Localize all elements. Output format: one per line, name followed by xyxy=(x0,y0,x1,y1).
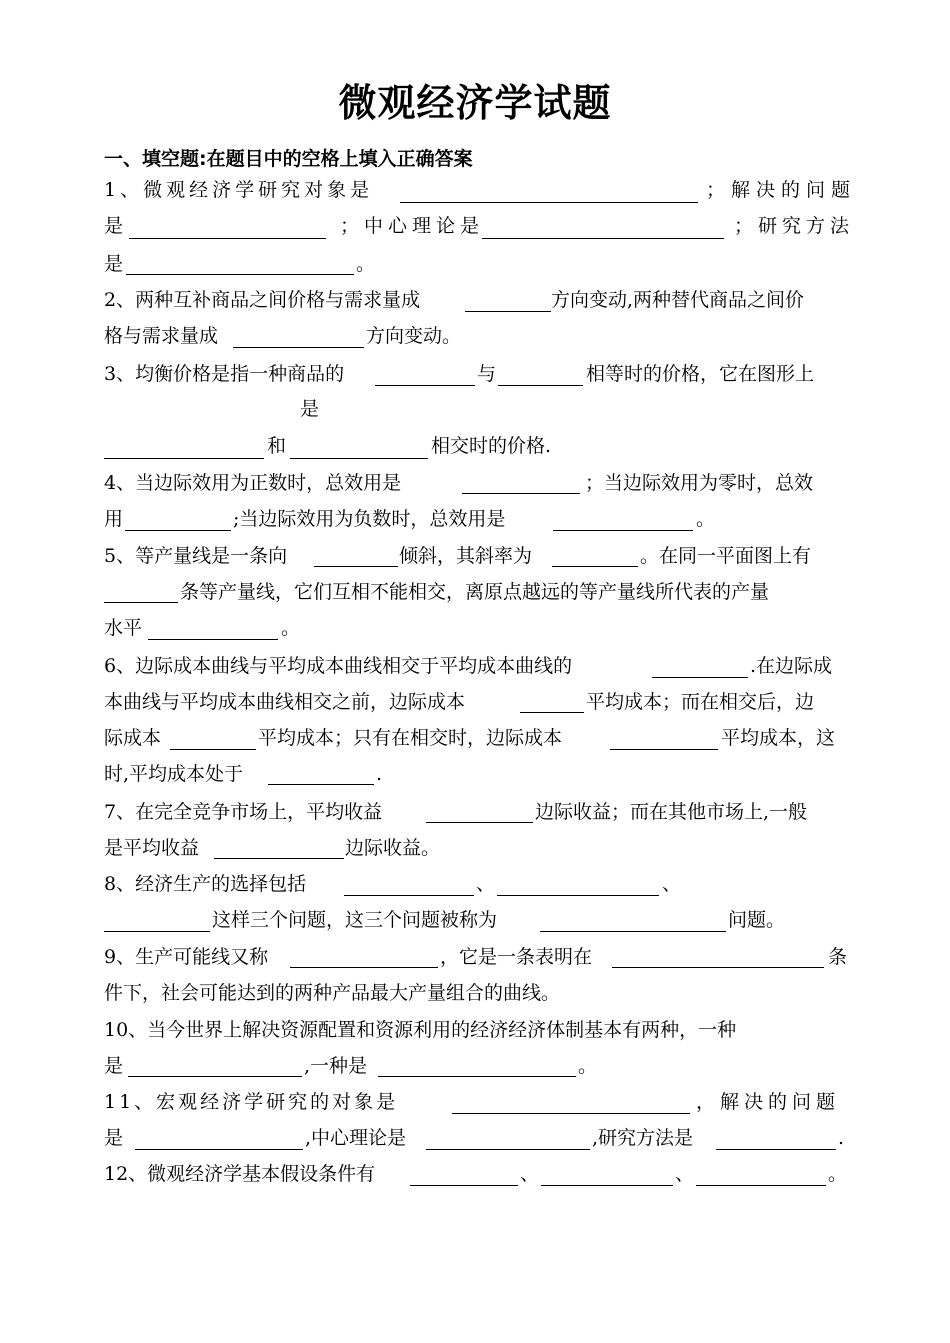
q12-text-a: 12、微观经济学基本假设条件有 xyxy=(104,1163,376,1185)
q9-blank-1[interactable] xyxy=(290,967,438,968)
q6-text-d: 平均成本；而在相交后，边 xyxy=(586,691,815,713)
q8-blank-3[interactable] xyxy=(104,931,210,932)
q11-text-f: . xyxy=(838,1127,845,1149)
q3-text-f: 相交时的价格. xyxy=(431,435,552,457)
q6-text-f: 平均成本；只有在相交时，边际成本 xyxy=(258,727,563,749)
q1-text-b: ；解决的问题 xyxy=(706,179,857,201)
q4-text-c: 用 xyxy=(104,508,124,530)
q6-blank-5[interactable] xyxy=(268,784,374,785)
q1-text-f: 是 xyxy=(104,253,124,275)
q3-blank-4[interactable] xyxy=(290,458,428,459)
q10-text-d: 。 xyxy=(578,1055,598,1077)
q5-text-e: 水平 xyxy=(104,617,143,639)
q3-blank-3[interactable] xyxy=(104,458,264,459)
q2-blank-2[interactable] xyxy=(233,347,364,348)
q3-text-c: 相等时的价格，它在图形上 xyxy=(586,363,815,385)
q1-text-a: 1、微观经济学研究对象是 xyxy=(104,179,374,201)
q12-blank-1[interactable] xyxy=(410,1185,518,1186)
q11-text-b: ，解决的问题 xyxy=(696,1091,841,1113)
q5-blank-2[interactable] xyxy=(552,566,638,567)
q4-blank-3[interactable] xyxy=(553,530,693,531)
q6-text-i: . xyxy=(376,763,383,785)
q12-text-c: 、 xyxy=(675,1163,695,1185)
q5-blank-3[interactable] xyxy=(104,602,178,603)
q1-text-d: ；中心理论是 xyxy=(340,215,485,237)
q3-text-e: 和 xyxy=(267,435,287,457)
q6-blank-2[interactable] xyxy=(520,712,584,713)
q1-blank-1[interactable] xyxy=(400,202,698,203)
q12-blank-3[interactable] xyxy=(696,1185,826,1186)
q11-text-a: 11、宏观经济学研究的对象是 xyxy=(104,1091,399,1113)
q7-text-b: 边际收益；而在其他市场上,一般 xyxy=(535,801,808,823)
q8-blank-4[interactable] xyxy=(540,931,726,932)
q10-text-b: 是 xyxy=(104,1055,124,1077)
q8-text-d: 这样三个问题，这三个问题被称为 xyxy=(212,909,498,931)
q8-text-c: 、 xyxy=(662,873,682,895)
q4-text-d: ;当边际效用为负数时，总效用是 xyxy=(233,508,506,530)
q5-blank-4[interactable] xyxy=(148,639,278,640)
q9-text-b: ，它是一条表明在 xyxy=(440,946,593,968)
q4-blank-2[interactable] xyxy=(125,530,231,531)
q2-text-d: 方向变动。 xyxy=(366,325,462,347)
q8-text-b: 、 xyxy=(476,873,496,895)
q6-text-a: 6、边际成本曲线与平均成本曲线相交于平均成本曲线的 xyxy=(104,655,573,677)
q7-blank-2[interactable] xyxy=(214,858,344,859)
q7-text-c: 是平均收益 xyxy=(104,837,200,859)
q3-text-a: 3、均衡价格是指一种商品的 xyxy=(104,363,345,385)
q4-blank-1[interactable] xyxy=(462,493,580,494)
q4-text-b: ；当边际效用为零时，总效 xyxy=(585,472,814,494)
q11-text-d: ,中心理论是 xyxy=(305,1127,407,1149)
q9-blank-2[interactable] xyxy=(612,967,824,968)
q1-text-g: 。 xyxy=(356,253,376,275)
q11-blank-3[interactable] xyxy=(426,1149,590,1150)
q8-text-e: 问题。 xyxy=(728,909,786,931)
q2-text-b: 方向变动,两种替代商品之间价 xyxy=(551,289,805,311)
q3-blank-2[interactable] xyxy=(498,385,583,386)
q5-text-b: 倾斜，其斜率为 xyxy=(399,545,533,567)
q5-text-a: 5、等产量线是一条向 xyxy=(104,545,288,567)
q9-text-d: 件下，社会可能达到的两种产品最大产量组合的曲线。 xyxy=(104,982,561,1004)
q11-text-c: 是 xyxy=(104,1127,124,1149)
q6-text-g: 平均成本，这 xyxy=(721,727,836,749)
q3-text-d: 是 xyxy=(300,398,320,420)
q6-text-b: .在边际成 xyxy=(750,655,833,677)
q10-blank-1[interactable] xyxy=(128,1076,302,1077)
q1-blank-3[interactable] xyxy=(482,238,724,239)
q11-blank-4[interactable] xyxy=(716,1149,836,1150)
q8-text-a: 8、经济生产的选择包括 xyxy=(104,873,307,895)
q6-blank-4[interactable] xyxy=(610,749,718,750)
q6-text-c: 本曲线与平均成本曲线相交之前，边际成本 xyxy=(104,691,466,713)
q11-blank-2[interactable] xyxy=(135,1149,303,1150)
q2-text-c: 格与需求量成 xyxy=(104,325,219,347)
q8-blank-1[interactable] xyxy=(344,895,474,896)
q6-blank-1[interactable] xyxy=(652,677,748,678)
q5-text-c: 。在同一平面图上有 xyxy=(640,545,812,567)
q1-blank-4[interactable] xyxy=(126,274,354,275)
section-heading: 一、填空题:在题目中的空格上填入正确答案 xyxy=(104,148,473,170)
q6-blank-3[interactable] xyxy=(170,749,256,750)
page-title: 微观经济学试题 xyxy=(338,80,612,125)
q10-text-c: ,一种是 xyxy=(304,1055,368,1077)
q4-text-a: 4、当边际效用为正数时，总效用是 xyxy=(104,472,402,494)
q3-text-b: 与 xyxy=(477,363,497,385)
q9-text-c: 条 xyxy=(828,946,848,968)
q1-blank-2[interactable] xyxy=(129,238,326,239)
q6-text-e: 际成本 xyxy=(104,727,162,749)
q4-text-e: 。 xyxy=(696,508,716,530)
q11-text-e: ,研究方法是 xyxy=(592,1127,694,1149)
q12-blank-2[interactable] xyxy=(541,1185,673,1186)
q5-text-d: 条等产量线，它们互相不能相交，离原点越远的等产量线所代表的产量 xyxy=(180,581,770,603)
q7-text-a: 7、在完全竞争市场上，平均收益 xyxy=(104,801,383,823)
q12-text-b: 、 xyxy=(520,1163,540,1185)
q2-blank-1[interactable] xyxy=(465,311,551,312)
q12-text-d: 。 xyxy=(828,1163,848,1185)
q6-text-h: 时,平均成本处于 xyxy=(104,763,244,785)
q5-text-f: 。 xyxy=(281,617,301,639)
q7-blank-1[interactable] xyxy=(426,822,533,823)
q9-text-a: 9、生产可能线又称 xyxy=(104,946,269,968)
q1-text-c: 是 xyxy=(104,215,124,237)
q5-blank-1[interactable] xyxy=(314,566,398,567)
q1-text-e: ；研究方法 xyxy=(734,215,855,237)
q3-blank-1[interactable] xyxy=(375,385,475,386)
q11-blank-1[interactable] xyxy=(452,1113,690,1114)
q10-blank-2[interactable] xyxy=(378,1076,576,1077)
q10-text-a: 10、当今世界上解决资源配置和资源利用的经济经济体制基本有两种，一种 xyxy=(104,1019,737,1041)
q7-text-d: 边际收益。 xyxy=(345,837,441,859)
q2-text-a: 2、两种互补商品之间价格与需求量成 xyxy=(104,289,421,311)
q8-blank-2[interactable] xyxy=(497,895,659,896)
